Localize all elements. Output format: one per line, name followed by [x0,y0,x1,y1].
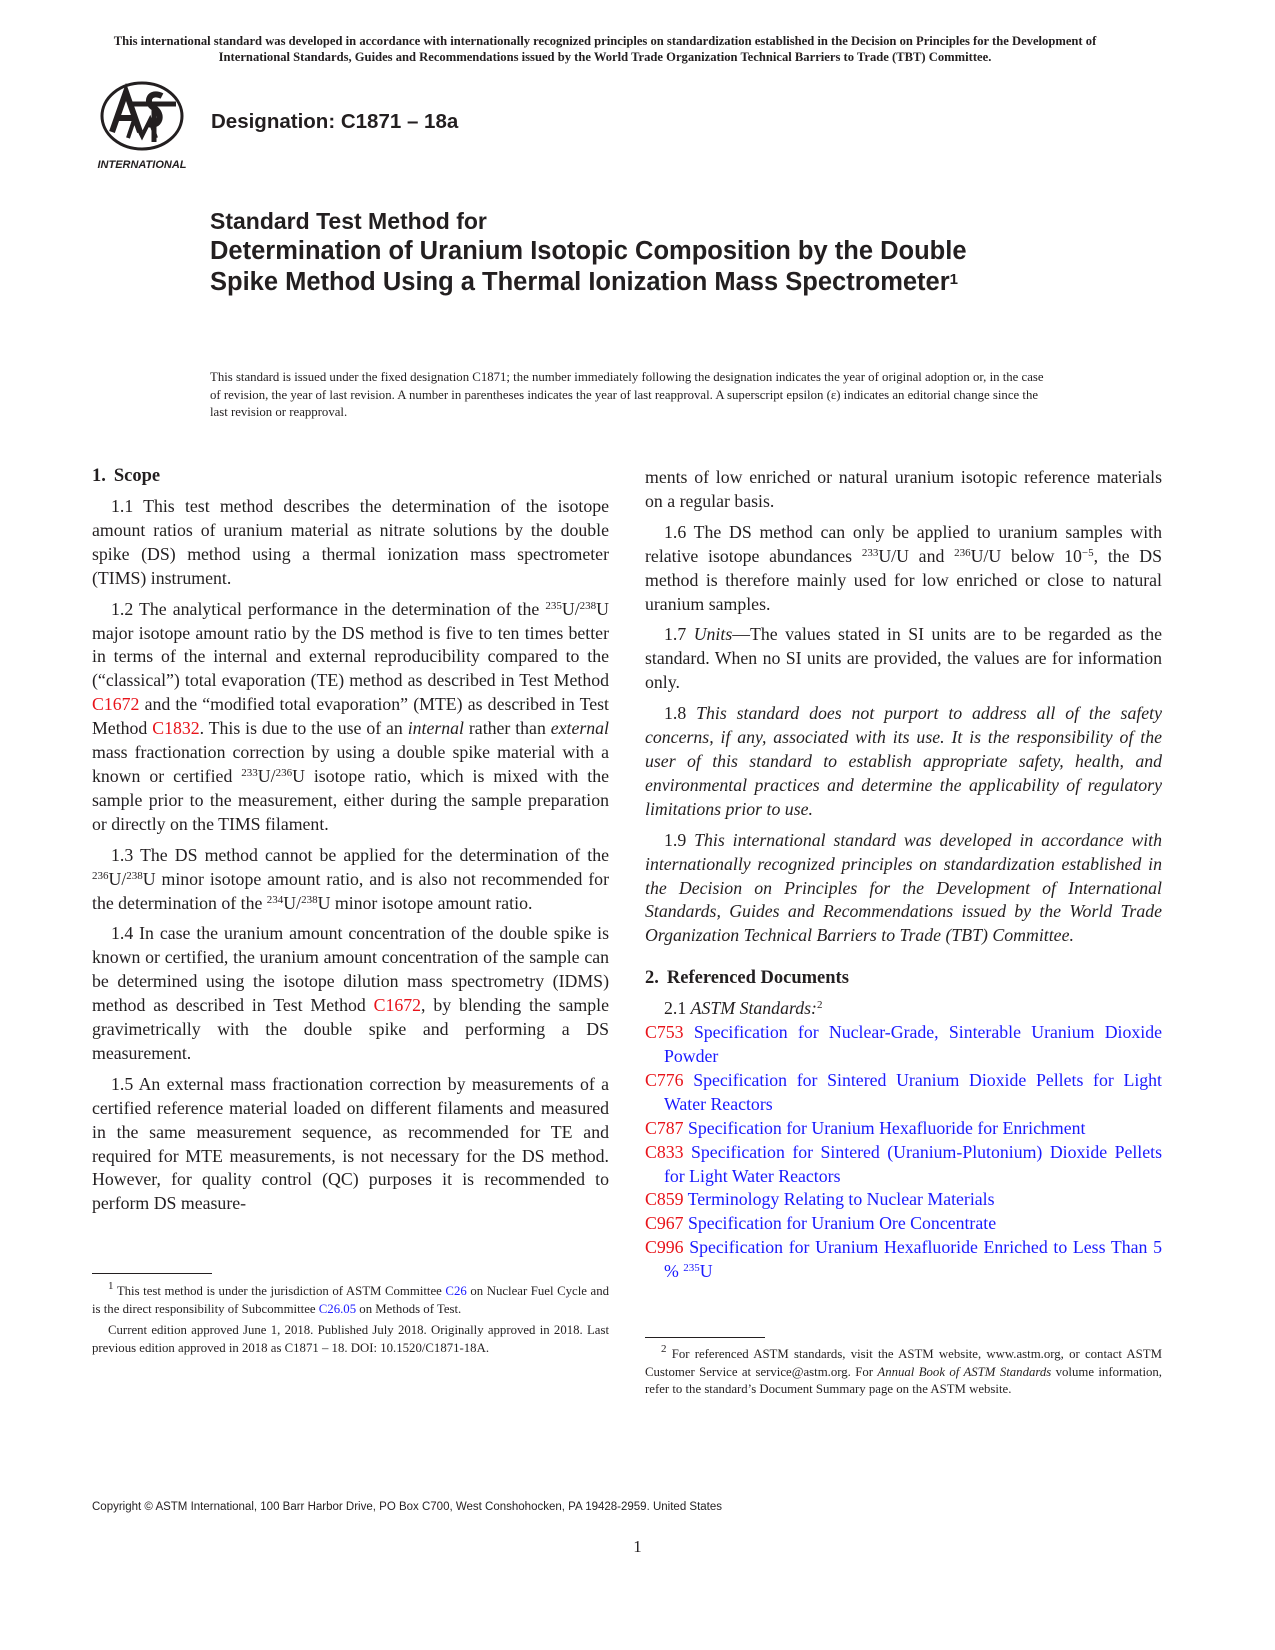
para-1-8: 1.8 This standard does not purport to address all of the safety concerns, if any, associated with its use. It is the responsibility of the user of this standard to establish appropriate safety, health, and environmental practices and determine the applicability of regulatory limitations prior to use. [645,703,1163,819]
referenced-standards-list [645,1021,1162,1284]
ref-item[interactable]: C787 Specification for Uranium Hexafluoride for Enrichment [645,1117,1086,1138]
para-1-1: 1.1 This test method describes the determination of the isotope amount ratios of uranium material as nitrate solutions by the double spike (DS) method using a thermal ionization mass spectrometer (TIMS) instrument. [92,496,609,588]
right-column [645,466,1162,1284]
para-1-9: 1.9 This international standard was developed in accordance with internationally recognized principles on standardization established in the Decision on Principles for the Development of International Standards, Guides and Recommendations issued by the World Trade Organization Technical Barriers to Trade (TBT) Committee. [645,829,1163,946]
footnote-rule-left [92,1273,212,1274]
copyright-line: Copyright © ASTM International, 100 Barr Harbor Drive, PO Box C700, West Conshohocken, PA 19428-2959. United States [92,1501,723,1513]
astm-logo [92,80,192,174]
footnote-2: $^2$ For referenced ASTM standards, visit the ASTM website, www.astm.org, or contact ASTM Customer Service at service@astm.org. For Annual Book of ASTM Standards volume information, refer to the standard’s Document Summary page on the ASTM website. [645,1343,1162,1396]
designation: Designation: C1871 – 18a [211,110,459,133]
para-1-2: 1.2 The analytical performance in the determination of the $^{235}$U/$^{238}$U major isotope amount ratio by the DS method is five to ten times better in terms of the internal and external reproducibility compared to the (“classical”) total evaporation (TE) method as described in Test Method C1672 and the “modified total evaporation” (MTE) as described in Test Method C1832. This is due to the use of an internal rather than external mass fractionation correction by using a double spike material with a known or certified $^{233}$U/$^{236}$U isotope ratio, which is mixed with the sample prior to the measurement, either during the sample preparation or directly on the TIMS filament. [92,598,609,834]
para-1-7: 1.7 Units—The values stated in SI units are to be regarded as the standard. When no SI units are provided, the values are for information only. [645,624,1163,693]
title-footnote-ref: 1 [949,271,958,288]
section-1-number: 1. [92,466,106,486]
section-1-heading [92,464,609,488]
title-main [210,236,1030,298]
ref-item[interactable]: C776 Specification for Sintered Uranium Dioxide Pellets for Light Water Reactors [645,1069,1162,1114]
link-c26[interactable]: C26 [445,1284,467,1298]
para-1-4: 1.4 In case the uranium amount concentration of the double spike is known or certified, the uranium amount concentration of the sample can be determined using the isotope dilution mass spectrometry (IDMS) method as described in Test Method C1672, by blending the sample gravimetrically with the double spike and performing a DS measurement. [92,923,609,1063]
page-number: 1 [633,1537,642,1556]
section-1-title: Scope [113,466,161,486]
footnote-1: $^1$ This test method is under the jurisdiction of ASTM Committee C26 on Nuclear Fuel Cycle and is the direct responsibility of Subcommittee C26.05 on Methods of Test. Current edition approved June 1, 2018. Published July 2018. Originally approved in 2018. Last previous edition approved in 2018 as C1871 – 18. DOI: 10.1520/C1871-18A. [92,1280,609,1355]
link-c26-05[interactable]: C26.05 [318,1301,357,1316]
standard-notice: This standard is issued under the fixed designation C1871; the number immediately following the designation indicates the year of original adoption or, in the case of revision, the year of last revision. A number in parentheses indicates the year of last reapproval. A superscript epsilon (ε) indicates an editorial change since the last revision or reapproval. [210,370,1044,419]
link-c1832[interactable]: C1832 [152,718,200,739]
logo-text: INTERNATIONAL [97,159,187,171]
section-2-number: 2. [645,968,659,989]
para-1-3: 1.3 The DS method cannot be applied for the determination of the $^{236}$U/$^{238}$U minor isotope amount ratio, and is also not recommended for the determination of the $^{234}$U/$^{238}$U minor isotope amount ratio. [92,844,609,913]
para-1-6: 1.6 The DS method can only be applied to uranium samples with relative isotope abundances $^{233}$U/U and $^{236}$U/U below $10^{-5}$, the DS method is therefore mainly used for low enriched or close to natural uranium samples. [645,521,1163,614]
ref-item[interactable]: C996 Specification for Uranium Hexafluoride Enriched to Less Than 5 % $^{235}$U [645,1237,1162,1282]
ref-item[interactable]: C833 Specification for Sintered (Uranium-Plutonium) Dioxide Pellets for Light Water Reactors [645,1141,1162,1186]
document-title [210,206,1030,298]
para-1-5: 1.5 An external mass fractionation correction by measurements of a certified reference material loaded on different filaments and measured in the same measurement sequence, as recommended for TE and required for MTE measurements, is not necessary for the DS method. However, for quality control (QC) purposes it is recommended to perform DS measure- [92,1073,609,1214]
ref-item[interactable]: C967 Specification for Uranium Ore Concentrate [645,1213,997,1234]
para-1-5-cont: ments of low enriched or natural uranium isotopic reference materials on a regular basis. [645,467,1162,511]
link-c1672[interactable]: C1672 [92,694,140,715]
astm-logo-icon [92,80,192,174]
left-column [92,464,609,1223]
link-c1672-b[interactable]: C1672 [373,995,422,1016]
tbt-banner: This international standard was developed in accordance with internationally recognized principles on standardization established in the Decision on Principles for the Development of International Standards, Guides and Recommendations issued by the World Trade Organization Technical Barriers to Trade (TBT) Committee. [113,34,1097,64]
ref-item[interactable]: C753 Specification for Nuclear-Grade, Sinterable Uranium Dioxide Powder [645,1022,1162,1067]
section-2-title: Referenced Documents [666,968,849,989]
section-2-heading [645,966,1162,990]
para-2-1: 2.1 ASTM Standards:$^2$ [664,998,823,1019]
footnote-rule-right [645,1337,765,1338]
title-line1: Standard Test Method for [210,208,487,234]
ref-item[interactable]: C859 Terminology Relating to Nuclear Materials [645,1189,995,1210]
title-main-text: Determination of Uranium Isotopic Composition by the Double Spike Method Using a Thermal Ionization Mass Spectrometer [210,237,967,296]
